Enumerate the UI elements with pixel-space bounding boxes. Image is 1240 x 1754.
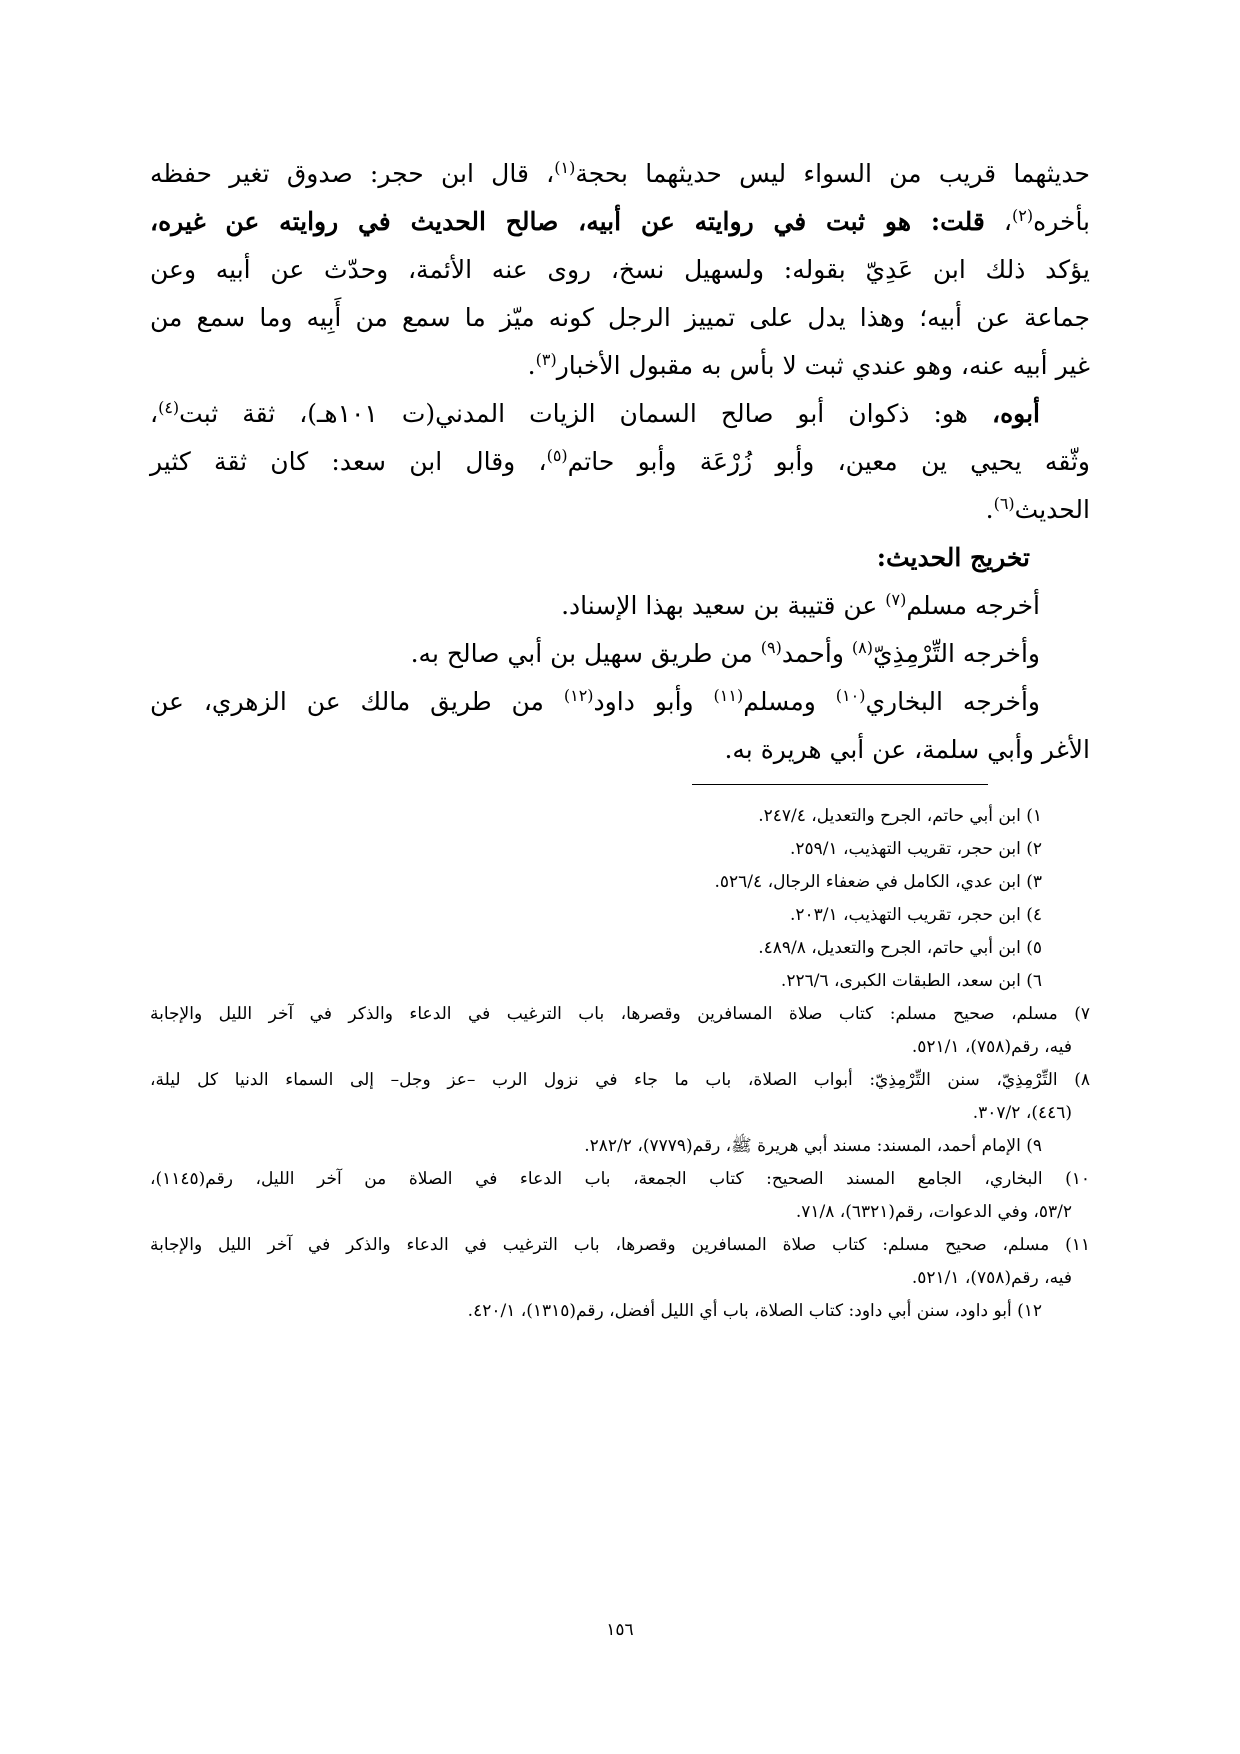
text-run: من طريق مالك عن الزهري، عن [150,687,564,716]
text-run: وأحمد [781,639,852,668]
text-line: جماعة عن أبيه؛ وهذا يدل على تمييز الرجل كونه ميّز ما سمع من أَبِيه وما سمع من [150,303,1090,332]
text-line [150,630,1090,678]
page-number: ١٥٦ [606,1620,634,1640]
text-run: ، قال ابن حجر: صدوق تغير حفظه [150,159,555,188]
footnote-item: ٦) ابن سعد، الطبقات الكبرى، ٢٢٦/٦. [780,971,1042,991]
footnote-item: ٣) ابن عدي، الكامل في ضعفاء الرجال، ٥٢٦/٤. [714,872,1042,892]
text-run: ، [984,207,1012,236]
footnote-item: ١٢) أبو داود، سنن أبي داود: كتاب الصلاة، باب أي الليل أفضل، رقم(١٣١٥)، ٤٢٠/١. [467,1301,1042,1321]
footnote-line: ٥٣/٢، وفي الدعوات، رقم(٦٣٢١)، ٧١/٨. [795,1202,1072,1222]
text-run: من طريق سهيل بن أبي صالح به. [410,639,761,668]
text-line [150,198,1090,246]
bold-text: قلت: هو ثبت في روايته عن أبيه، صالح الحديث في روايته عن غيره، [150,207,985,236]
footnote-line: فيه، رقم(٧٥٨)، ٥٢١/١. [911,1037,1072,1057]
text-run: عن قتيبة بن سعيد بهذا الإسناد. [561,591,886,620]
text-run: وأخرجه التِّرْمِذِيّ [872,639,1040,668]
footnote-ref[interactable]: (٩) [760,638,782,657]
text-run: حديثهما قريب من السواء ليس حديثهما بحجة [575,159,1090,188]
footnote-ref[interactable]: (٦) [993,494,1015,513]
text-line [150,150,1090,198]
footnote-ref[interactable]: (٥) [546,446,568,465]
text-run: . [985,495,994,524]
main-text [150,150,1090,774]
text-line [150,678,1090,726]
footnote-item: ٩) الإمام أحمد، المسند: مسند أبي هريرة ﷺ، رقم(٧٧٧٩)، ٢٨٢/٢. [584,1136,1042,1156]
section-heading: تخريج الحديث: [876,543,1030,572]
footnote-item [150,1229,1090,1295]
footnote-item: ٤) ابن حجر، تقريب التهذيب، ٢٠٣/١. [789,905,1042,925]
text-run: وأخرجه البخاري [865,687,1040,716]
text-line [150,390,1090,438]
footnote-ref[interactable]: (٢) [1012,206,1034,225]
footnote-ref[interactable]: (٧) [885,590,907,609]
text-run: . [527,351,536,380]
text-run: ، [150,399,159,428]
bold-text: أبوه، [992,399,1040,428]
footnote-ref[interactable]: (١٢) [563,686,594,705]
text-run: وأبو داود [593,687,714,716]
footnote-item: ١) ابن أبي حاتم، الجرح والتعديل، ٢٤٧/٤. [758,806,1042,826]
text-line: الأغر وأبي سلمة، عن أبي هريرة به. [724,735,1090,764]
text-run: الحديث [1014,495,1090,524]
footnote-ref[interactable]: (١) [554,158,576,177]
footnotes [150,800,1090,1328]
footnote-item [150,1064,1090,1130]
footnote-item [150,1163,1090,1229]
footnote-separator [692,784,988,785]
text-line [150,486,1090,534]
text-run: أخرجه مسلم [906,591,1040,620]
footnote-item [150,998,1090,1064]
footnote-item: ٥) ابن أبي حاتم، الجرح والتعديل، ٤٨٩/٨. [758,938,1042,958]
footnote-line: ٨) التِّرْمِذِيّ، سنن التِّرْمِذِيّ: أبواب الصلاة، باب ما جاء في نزول الرب –عز وجل– إلى السماء الدنيا كل ليلة، [150,1070,1090,1090]
footnote-line: ١٠) البخاري، الجامع المسند الصحيح: كتاب الجمعة، باب الدعاء في الصلاة من آخر الليل، رقم(١١٤٥)، [150,1169,1090,1189]
text-run: ، وقال ابن سعد: كان ثقة كثير [150,447,547,476]
text-run: بأخره [1033,207,1091,236]
text-run: غير أبيه عنه، وهو عندي ثبت لا بأس به مقبول الأخبار [556,351,1090,380]
footnote-ref[interactable]: (٤) [158,398,180,417]
text-line [150,438,1090,486]
text-run: ومسلم [743,687,836,716]
footnote-ref[interactable]: (١٠) [835,686,866,705]
footnote-ref[interactable]: (٨) [851,638,873,657]
footnote-ref[interactable]: (١١) [713,686,744,705]
footnote-line: (٤٤٦)، ٣٠٧/٢. [972,1103,1072,1123]
footnote-item: ٢) ابن حجر، تقريب التهذيب، ٢٥٩/١. [789,839,1042,859]
footnote-ref[interactable]: (٣) [535,350,557,369]
footnote-line: فيه، رقم(٧٥٨)، ٥٢١/١. [911,1268,1072,1288]
text-run: وثّقه يحيي ين معين، وأبو زُرْعَة وأبو حاتم [567,447,1090,476]
footnote-line: ٧) مسلم، صحيح مسلم: كتاب صلاة المسافرين وقصرها، باب الترغيب في الدعاء والذكر في آخر الليل والإجابة [150,1004,1090,1024]
text-run: هو: ذكوان أبو صالح السمان الزيات المدني(ت ١٠١هـ)، ثقة ثبت [179,399,992,428]
text-line: يؤكد ذلك ابن عَدِيّ بقوله: ولسهيل نسخ، روى عنه الأئمة، وحدّث عن أبيه وعن [150,255,1090,284]
text-line [150,342,1090,390]
footnote-line: ١١) مسلم، صحيح مسلم: كتاب صلاة المسافرين وقصرها، باب الترغيب في الدعاء والذكر في آخر الليل والإجابة [150,1235,1090,1255]
text-line [150,582,1090,630]
